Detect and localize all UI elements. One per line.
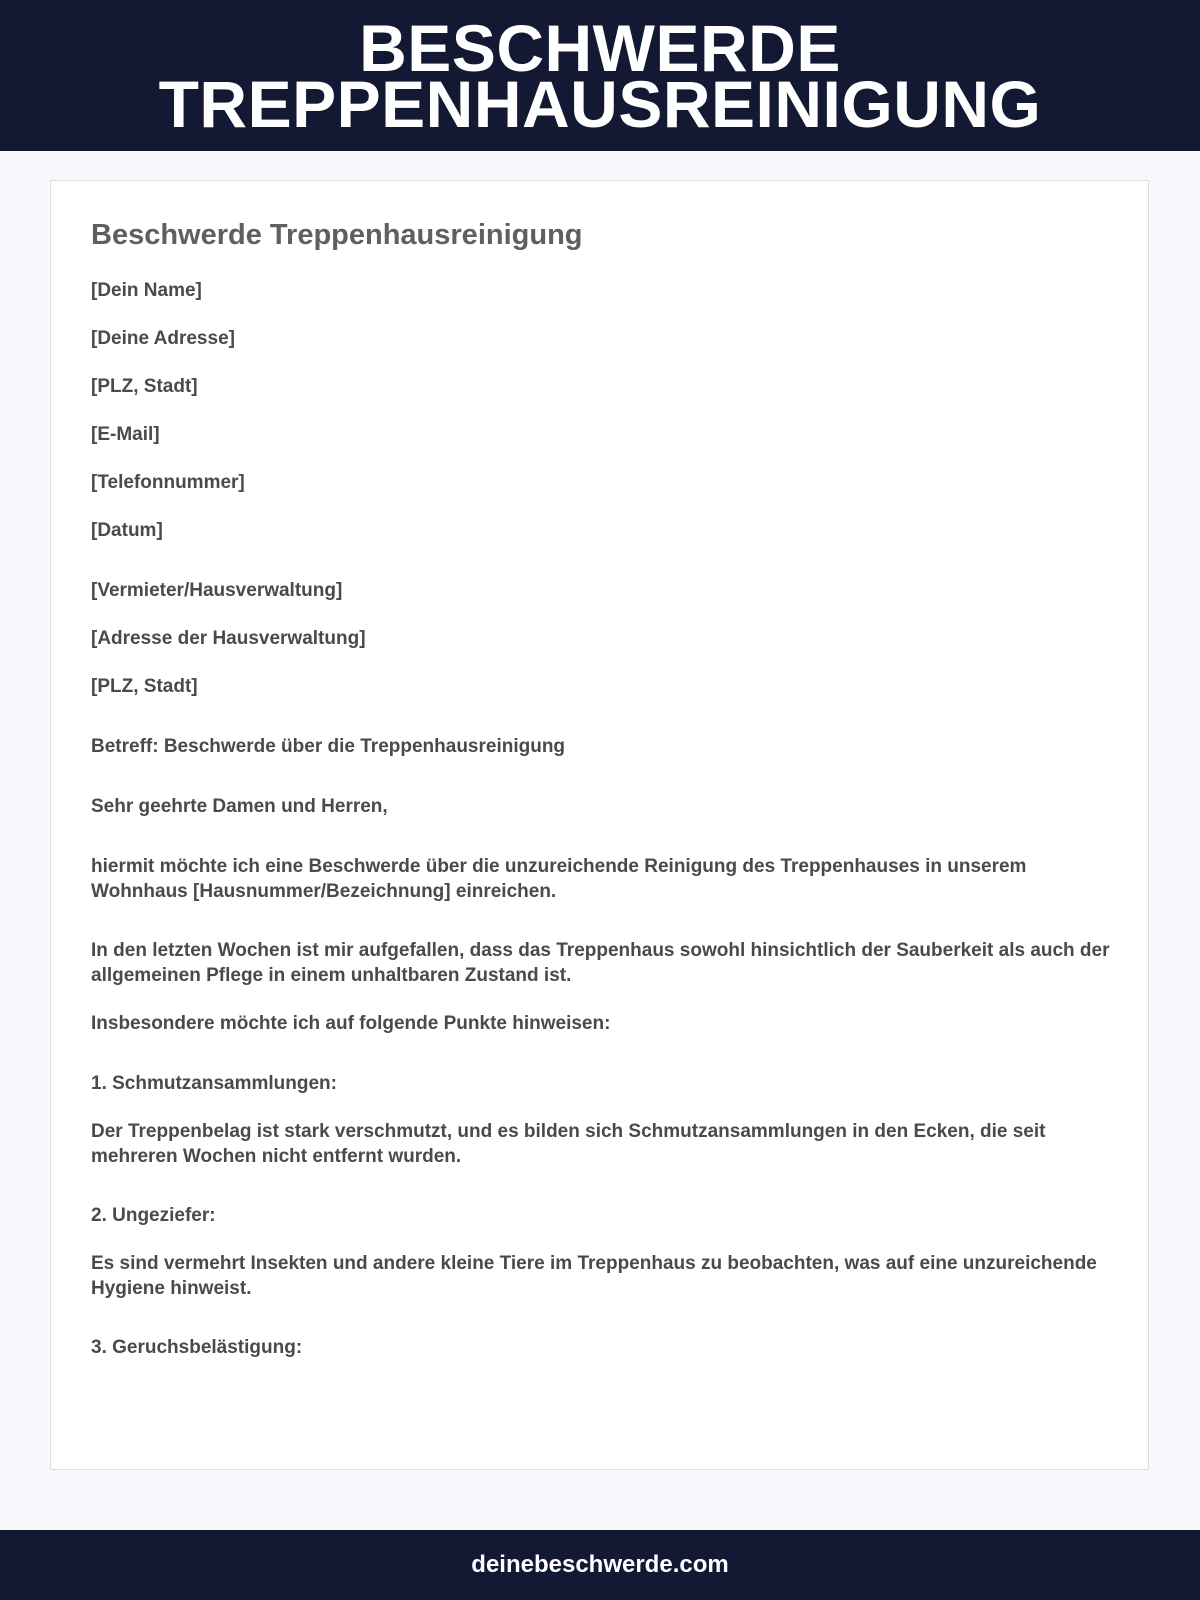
sender-phone: [Telefonnummer]: [91, 472, 245, 493]
sender-email: [E-Mail]: [91, 424, 160, 445]
recipient-address: [Adresse der Hausverwaltung]: [91, 628, 366, 649]
document-title: Beschwerde Treppenhausreinigung: [91, 219, 583, 251]
body-paragraph: hiermit möchte ich eine Beschwerde über die unzureichende Reinigung des Treppenhauses in unserem Wohnhaus [Hausnummer/Bezeichnung] einreichen.: [91, 856, 1027, 902]
letter-salutation: Sehr geehrte Damen und Herren,: [91, 796, 388, 817]
letter-subject: Betreff: Beschwerde über die Treppenhausreinigung: [91, 736, 566, 757]
letter-card: [50, 180, 1149, 1470]
body-paragraph: Insbesondere möchte ich auf folgende Punkte hinweisen:: [91, 1013, 611, 1034]
recipient-city: [PLZ, Stadt]: [91, 676, 198, 697]
page-header: [0, 0, 1200, 151]
page-footer: [0, 1530, 1200, 1600]
point-heading: 3. Geruchsbelästigung:: [91, 1337, 303, 1358]
header-title-line-1: BESCHWERDE: [359, 10, 841, 85]
point-text: Es sind vermehrt Insekten und andere kleine Tiere im Treppenhaus zu beobachten, was auf eine unzureichende Hygiene hinweist.: [91, 1253, 1097, 1299]
body-paragraph: In den letzten Wochen ist mir aufgefallen, dass das Treppenhaus sowohl hinsichtlich der Sauberkeit als auch der allgemeinen Pflege in einem unhaltbaren Zustand ist.: [91, 940, 1110, 986]
point-heading: 2. Ungeziefer:: [91, 1205, 216, 1226]
sender-city: [PLZ, Stadt]: [91, 376, 198, 397]
letter-date: [Datum]: [91, 520, 163, 541]
point-text: Der Treppenbelag ist stark verschmutzt, und es bilden sich Schmutzansammlungen in den Ecken, die seit mehreren Wochen nicht entfernt wurden.: [91, 1121, 1046, 1167]
footer-site-link[interactable]: deinebeschwerde.com: [471, 1551, 729, 1578]
sender-name: [Dein Name]: [91, 280, 202, 301]
header-title-line-2: TREPPENHAUSREINIGUNG: [158, 66, 1042, 141]
sender-address: [Deine Adresse]: [91, 328, 235, 349]
recipient-name: [Vermieter/Hausverwaltung]: [91, 580, 343, 601]
point-heading: 1. Schmutzansammlungen:: [91, 1073, 337, 1094]
